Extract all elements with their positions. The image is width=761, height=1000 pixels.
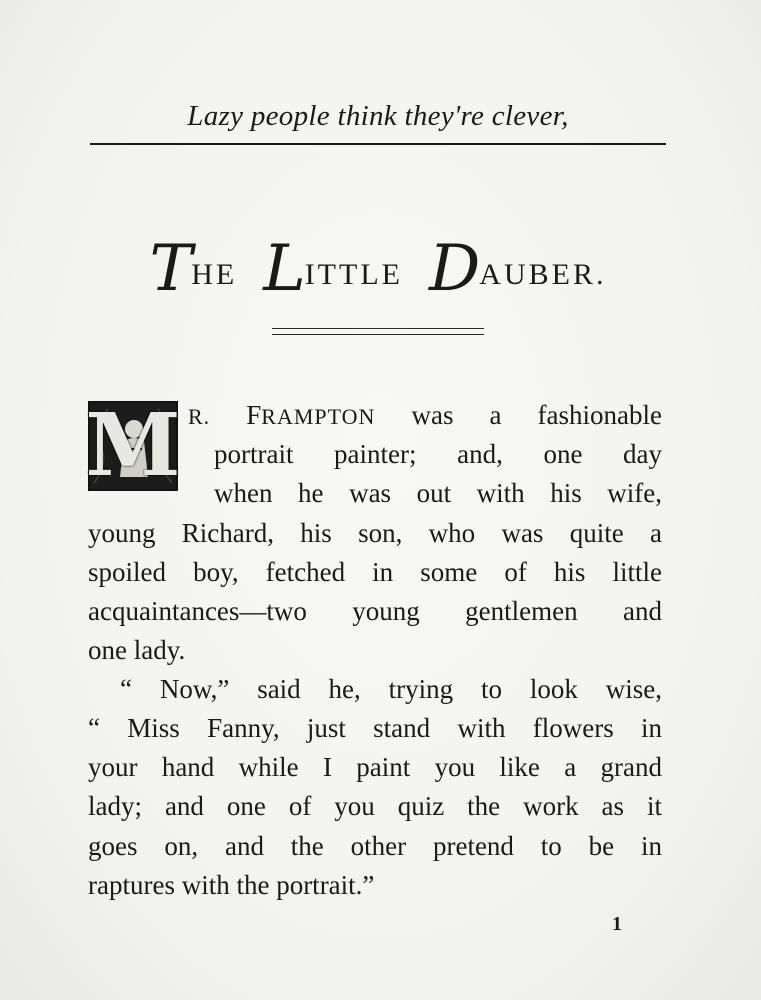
page-number: 1 [612,913,622,935]
running-head: Lazy people think they're clever, [187,100,569,132]
title-word1-rest: HE [191,258,238,291]
title-word1-cap: T [149,232,195,306]
paragraph1-line2: portrait painter; and, one day [214,439,662,469]
title-double-rule [272,328,484,335]
paragraph2-line4: lady; and one of you quiz the work as it [88,791,662,821]
paragraph1-line5: spoiled boy, fetched in some of his little [88,557,662,587]
title-word3-rest: AUBER. [479,258,607,291]
paragraph2-line6: raptures with the portrait.” [88,870,375,900]
paragraph1-line7: one lady. [88,635,186,665]
paragraph2-line3: your hand while I paint you like a grand [88,752,662,782]
header-rule [90,143,666,145]
title-word2-cap: L [263,232,308,306]
paragraph1-line6: acquaintances—two young gentlemen and [88,596,662,626]
paragraph1-line4: young Richard, his son, who was quite a [88,518,662,548]
name-cap: F [246,400,262,430]
chapter-title [90,232,666,306]
drop-cap-initial [85,395,181,496]
paragraph1-line1 [188,396,662,435]
paragraph1-line1-rest: was a fashionable [411,400,663,430]
name-small-caps: RAMPTON [261,404,376,429]
paragraph1-line3: when he was out with his wife, [214,478,662,508]
paragraph2-line2: “ Miss Fanny, just stand with flowers in [88,713,662,743]
title-word2-rest: ITTLE [304,258,403,291]
drop-cap-letter: M [85,395,181,496]
dropcap-continuation: R. [188,404,211,429]
title-word3-cap: D [428,232,483,306]
paragraph2-line5: goes on, and the other pretend to be in [88,831,662,861]
paragraph2-line1: “ Now,” said he, trying to look wise, [120,674,662,704]
